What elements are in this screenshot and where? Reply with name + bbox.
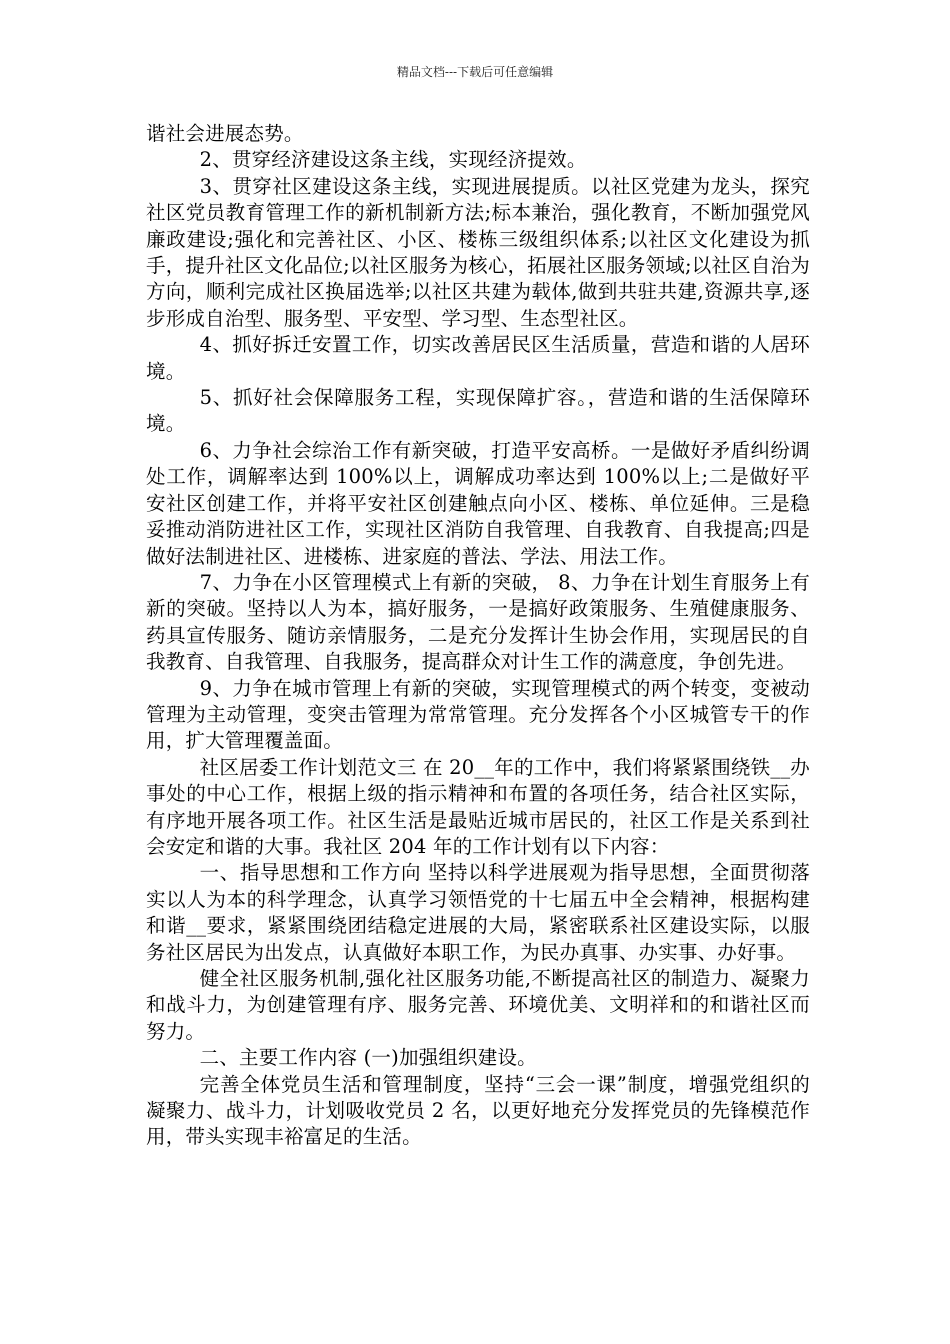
paragraph: 5、抓好社会保障服务工程，实现保障扩容。，营造和谐的生活保障环境。 xyxy=(146,386,810,436)
paragraph: 6、力争社会综治工作有新突破，打造平安高桥。一是做好矛盾纠纷调处工作，调解率达到 100%以上，调解成功率达到 100%以上;二是做好平安社区创建工作，并将平安社区创建触点向小区、楼栋、单位延伸。三是稳妥推动消防进社区工作，实现社区消防自我管理、自我教育、自我提高;四是做好法制进社区、进楼栋、进家庭的普法、学法、用法工作。 xyxy=(146,438,810,568)
paragraph: 4、抓好拆迁安置工作，切实改善居民区生活质量，营造和谐的人居环境。 xyxy=(146,333,810,383)
paragraph: 3、贯穿社区建设这条主线，实现进展提质。以社区党建为龙头，探究社区党员教育管理工作的新机制新方法;标本兼治，强化教育，不断加强党风廉政建设;强化和完善社区、小区、楼栋三级组织体系;以社区文化建设为抓手，提升社区文化品位;以社区服务为核心，拓展社区服务领域;以社区自治为方向，顺利完成社区换届选举;以社区共建为载体,做到共驻共建,资源共享,逐步形成自治型、服务型、平安型、学习型、生态型社区。 xyxy=(146,174,810,330)
paragraph: 2、贯穿经济建设这条主线，实现经济提效。 xyxy=(199,148,587,172)
document-body xyxy=(146,121,810,1151)
paragraph: 完善全体党员生活和管理制度，坚持“三会一课”制度，增强党组织的凝聚力、战斗力，计划吸收党员 2 名，以更好地充分发挥党员的先锋模范作用，带头实现丰裕富足的生活。 xyxy=(146,1072,810,1149)
paragraph: 9、力争在城市管理上有新的突破，实现管理模式的两个转变，变被动管理为主动管理，变突击管理为常常管理。充分发挥各个小区城管专干的作用，扩大管理覆盖面。 xyxy=(146,676,810,753)
paragraph: 健全社区服务机制,强化社区服务功能,不断提高社区的制造力、凝聚力和战斗力，为创建管理有序、服务完善、环境优美、文明祥和的和谐社区而努力。 xyxy=(146,967,810,1043)
paragraph: 一、指导思想和工作方向 坚持以科学进展观为指导思想，全面贯彻落实以人为本的科学理念，认真学习领悟党的十七届五中全会精神，根据构建和谐__要求，紧紧围绕团结稳定进展的大局，紧密联系社区建设实际，以服务社区居民为出发点，认真做好本职工作，为民办真事、办实事、办好事。 xyxy=(146,861,810,964)
page-header: 精品文档---下载后可任意编辑 xyxy=(396,65,554,79)
paragraph: 谐社会进展态势。 xyxy=(146,122,304,145)
paragraph: 社区居委工作计划范文三 在 20__年的工作中，我们将紧紧围绕铁__办事处的中心工作，根据上级的指示精神和布置的各项任务，结合社区实际，有序地开展各项工作。社区生活是最贴近城市居民的，社区工作是关系到社会安定和谐的大事。我社区 204 年的工作计划有以下内容： xyxy=(146,755,810,858)
paragraph: 7、力争在小区管理模式上有新的突破， 8、力争在计划生育服务上有新的突破。坚持以人为本，搞好服务，一是搞好政策服务、生殖健康服务、药具宣传服务、随访亲情服务，二是充分发挥计生协会作用，实现居民的自我教育、自我管理、自我服务，提高群众对计生工作的满意度，争创先进。 xyxy=(146,570,810,674)
paragraph: 二、主要工作内容 (一)加强组织建设。 xyxy=(199,1046,537,1070)
